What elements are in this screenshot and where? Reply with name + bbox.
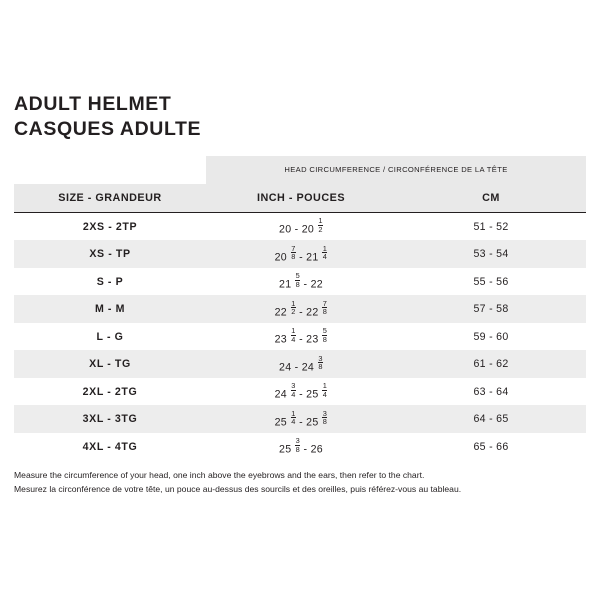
cell-cm: 61 - 62 [396, 350, 586, 378]
fraction: $\frac{1}{2}$ [291, 298, 296, 317]
cell-inch: 20 - 20 $\frac{1}{2}$ [206, 212, 396, 240]
title-line-en: ADULT HELMET [14, 93, 172, 115]
fraction: $\frac{3}{4}$ [291, 381, 296, 399]
table-row [14, 212, 586, 240]
cell-size: 4XL - 4TG [14, 433, 206, 461]
cell-inch: 22 $\frac{1}{2}$ - 22 $\frac{7}{8}$ [206, 295, 396, 323]
table-row [14, 405, 586, 433]
cell-cm: 63 - 64 [396, 378, 586, 406]
cell-size: S - P [14, 268, 206, 296]
fraction: $\frac{3}{8}$ [322, 408, 327, 427]
cell-inch: 25 $\frac{1}{4}$ - 25 $\frac{3}{8}$ [206, 405, 396, 433]
cell-cm: 64 - 65 [396, 405, 586, 433]
cell-inch: 24 - 24 $\frac{3}{8}$ [206, 350, 396, 378]
cell-size: 2XL - 2TG [14, 378, 206, 406]
cell-inch: 24 $\frac{3}{4}$ - 25 $\frac{1}{4}$ [206, 378, 396, 406]
table-body [14, 212, 586, 460]
cell-size: L - G [14, 323, 206, 351]
fraction: $\frac{1}{4}$ [322, 243, 327, 262]
table-row [14, 323, 586, 351]
cell-cm: 65 - 66 [396, 433, 586, 461]
table-row [14, 240, 586, 268]
fraction: $\frac{3}{8}$ [318, 353, 323, 372]
cell-cm: 59 - 60 [396, 323, 586, 351]
cell-inch: 21 $\frac{5}{8}$ - 22 [206, 268, 396, 296]
cell-size: M - M [14, 295, 206, 323]
fraction: $\frac{5}{8}$ [295, 271, 300, 289]
cell-inch: 23 $\frac{1}{4}$ - 23 $\frac{5}{8}$ [206, 323, 396, 351]
measurement-notes [14, 469, 586, 496]
cell-cm: 51 - 52 [396, 212, 586, 240]
cell-inch: 20 $\frac{7}{8}$ - 21 $\frac{1}{4}$ [206, 240, 396, 268]
table-column-header-row [14, 184, 586, 213]
fraction: $\frac{7}{8}$ [291, 243, 296, 262]
cell-size: XS - TP [14, 240, 206, 268]
cell-cm: 53 - 54 [396, 240, 586, 268]
fraction: $\frac{3}{8}$ [295, 436, 300, 454]
fraction: $\frac{1}{4}$ [291, 408, 296, 427]
note-fr: Mesurez la circonférence de votre tête, un pouce au-dessus des sourcils et des oreilles, puis référez-vous au tableau. [14, 483, 462, 494]
column-header-inch: INCH - POUCES [206, 184, 396, 213]
table-row [14, 433, 586, 461]
table-head [14, 156, 586, 213]
fraction: $\frac{7}{8}$ [322, 298, 327, 317]
table-row [14, 295, 586, 323]
cell-size: XL - TG [14, 350, 206, 378]
fraction: $\frac{5}{8}$ [322, 326, 327, 344]
table-group-header-row [14, 156, 586, 184]
cell-size: 3XL - 3TG [14, 405, 206, 433]
page-title [14, 92, 586, 142]
cell-size: 2XS - 2TP [14, 212, 206, 240]
cell-inch: 25 $\frac{3}{8}$ - 26 [206, 433, 396, 461]
cell-cm: 57 - 58 [396, 295, 586, 323]
group-header-head-circumference: HEAD CIRCUMFERENCE / CIRCONFÉRENCE DE LA TÊTE [206, 156, 586, 184]
column-header-size: SIZE - GRANDEUR [14, 184, 206, 213]
fraction: $\frac{1}{2}$ [318, 216, 323, 234]
table-row [14, 268, 586, 296]
table-row [14, 350, 586, 378]
fraction: $\frac{1}{4}$ [322, 381, 327, 399]
cell-cm: 55 - 56 [396, 268, 586, 296]
title-line-fr: CASQUES ADULTE [14, 117, 202, 140]
group-header-spacer [14, 156, 206, 184]
column-header-cm: CM [396, 184, 586, 213]
fraction: $\frac{1}{4}$ [291, 326, 296, 344]
note-en: Measure the circumference of your head, one inch above the eyebrows and the ears, then refer to the chart. [14, 470, 425, 481]
table-row [14, 378, 586, 406]
size-chart-table [14, 156, 586, 461]
